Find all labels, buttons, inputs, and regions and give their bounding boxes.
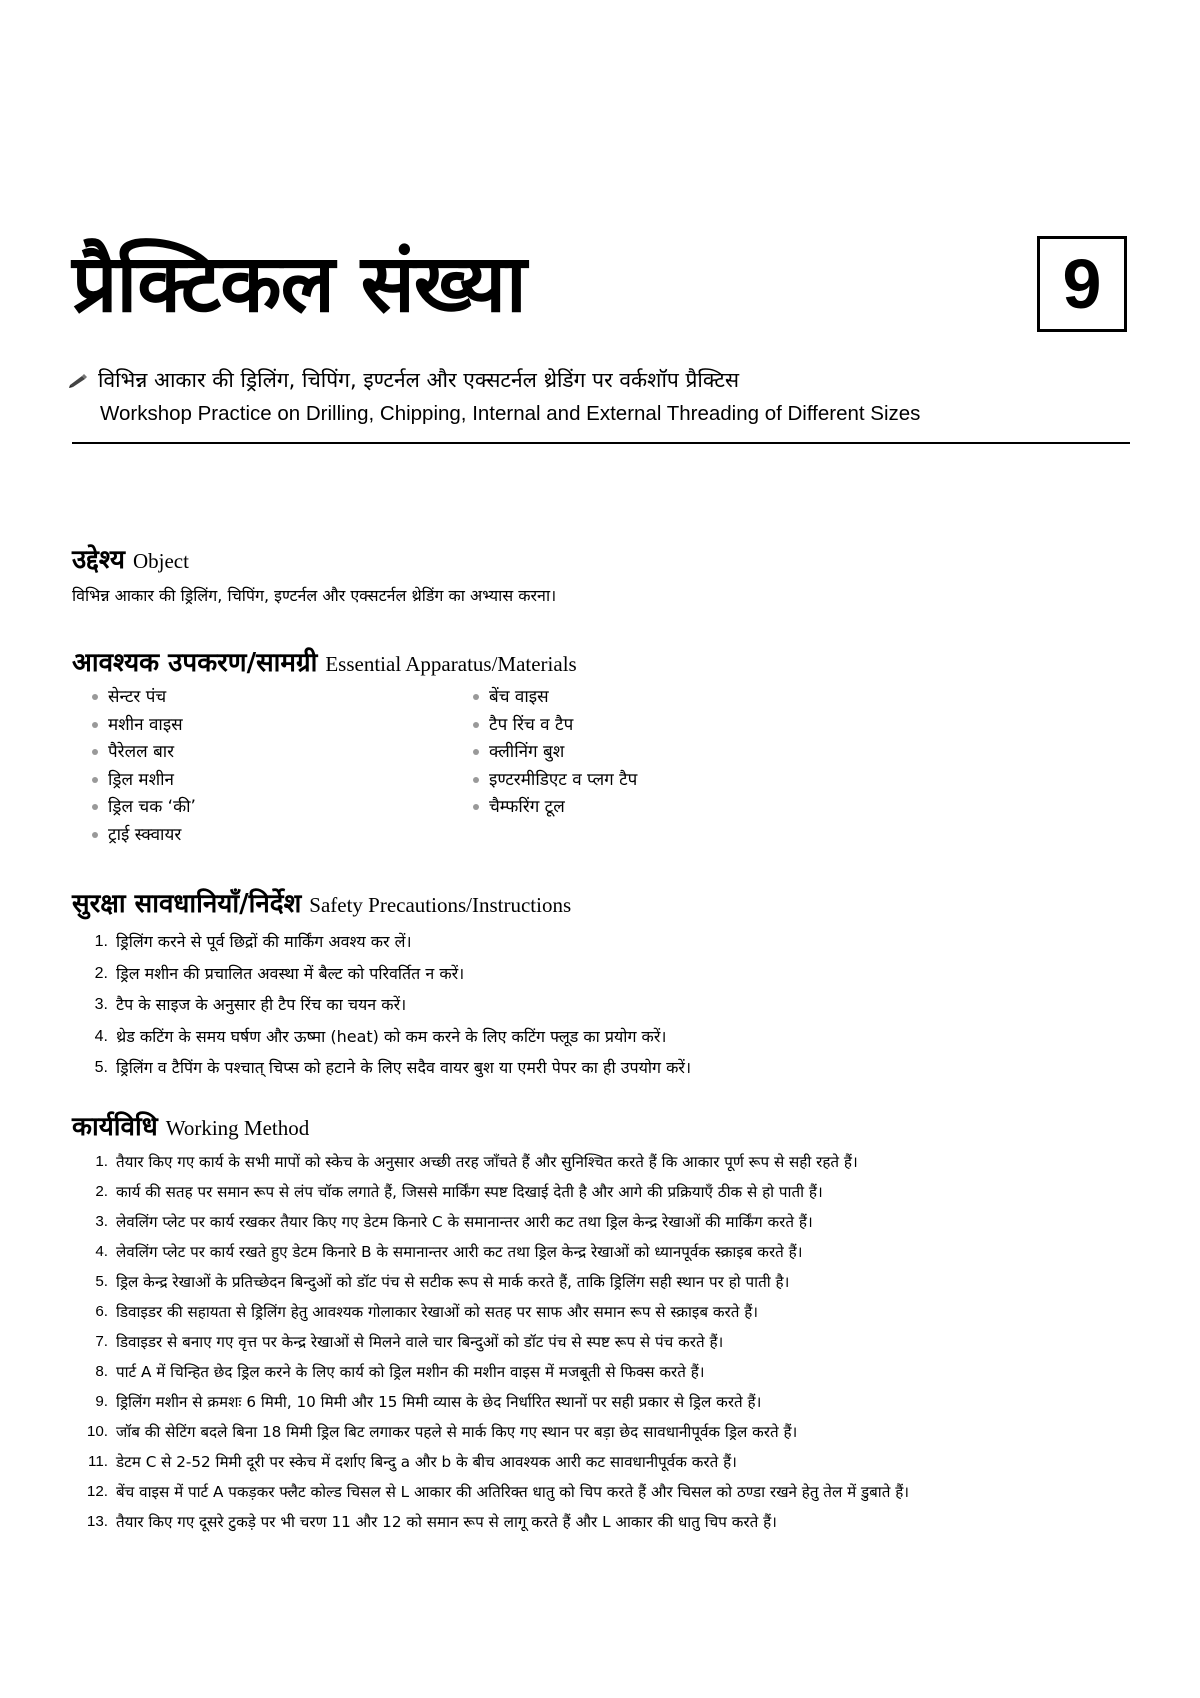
list-item: ड्रिल मशीन (92, 767, 196, 795)
list-item: टैप रिंच व टैप (473, 712, 637, 740)
pencil-icon (68, 372, 90, 388)
list-item: 5. ड्रिलिंग व टैपिंग के पश्चात् चिप्स को हटाने के लिए सदैव वायर बुश या एमरी पेपर का ही उपयोग करें। (94, 1058, 692, 1077)
list-item: 1. तैयार किए गए कार्य के सभी मापों को स्केच के अनुसार अच्छी तरह जाँचते हैं और सुनिश्चित करते हैं कि आकार पूर्ण रूप से सही रहते हैं। (95, 1153, 858, 1171)
list-item: 7. डिवाइडर से बनाए गए वृत्त पर केन्द्र रेखाओं से मिलने वाले चार बिन्दुओं को डॉट पंच से स्पष्ट रूप से पंच करते हैं। (95, 1333, 724, 1351)
list-item: ट्राई स्क्वायर (92, 822, 196, 850)
method-heading (72, 1107, 309, 1143)
list-item: 3. टैप के साइज के अनुसार ही टैप रिंच का चयन करें। (94, 995, 407, 1014)
list-item: इण्टरमीडिएट व प्लग टैप (473, 767, 637, 795)
subtitle-english: Workshop Practice on Drilling, Chipping, Internal and External Threading of Different Sizes (100, 402, 921, 425)
list-item: 2. कार्य की सतह पर समान रूप से लंप चॉक लगाते हैं, जिससे मार्किंग स्पष्ट दिखाई देती है और आगे की प्रक्रियाएँ ठीक से हो पाती हैं। (95, 1183, 823, 1201)
practical-number-badge: 9 (1037, 236, 1127, 332)
apparatus-list-left (92, 684, 196, 850)
list-item: सेन्टर पंच (92, 684, 196, 712)
list-item: पैरेलल बार (92, 739, 196, 767)
bullet-icon (92, 832, 98, 838)
safety-heading (72, 884, 571, 920)
list-item: 4. थ्रेड कटिंग के समय घर्षण और ऊष्मा (heat) को कम करने के लिए कटिंग फ्लूड का प्रयोग करें। (94, 1026, 667, 1046)
safety-heading-english: Safety Precautions/Instructions (309, 893, 572, 917)
list-item: 11. डेटम C से 2-52 मिमी दूरी पर स्केच में दर्शाए बिन्दु a और b के बीच आवश्यक आरी कट सावधानीपूर्वक करते हैं। (88, 1453, 737, 1471)
list-item: 5. ड्रिल केन्द्र रेखाओं के प्रतिच्छेदन बिन्दुओं को डॉट पंच से सटीक रूप से मार्क करते हैं, ताकि ड्रिलिंग सही स्थान पर हो पाती है। (95, 1273, 790, 1291)
list-item: 12. बेंच वाइस में पार्ट A पकड़कर फ्लैट कोल्ड चिसल से L आकार की अतिरिक्त धातु को चिप करते हैं और चिसल को ठण्डा रखने हेतु तेल में डुबाते हैं। (86, 1483, 910, 1501)
object-heading (72, 540, 189, 576)
subtitle-hindi: विभिन्न आकार की ड्रिलिंग, चिपिंग, इण्टर्नल और एक्सटर्नल थ्रेडिंग पर वर्कशॉप प्रैक्टिस (98, 368, 740, 392)
page-title: प्रैक्टिकल संख्या (72, 237, 526, 330)
list-item: बेंच वाइस (473, 684, 637, 712)
bullet-icon (473, 722, 479, 728)
bullet-icon (92, 722, 98, 728)
apparatus-heading-hindi: आवश्यक उपकरण/सामग्री (72, 648, 318, 678)
list-item: 3. लेवलिंग प्लेट पर कार्य रखकर तैयार किए गए डेटम किनारे C के समानान्तर आरी कट तथा ड्रिल केन्द्र रेखाओं की मार्किंग करते हैं। (95, 1213, 813, 1231)
method-heading-english: Working Method (165, 1116, 310, 1140)
bullet-icon (473, 804, 479, 810)
bullet-icon (92, 749, 98, 755)
list-item: ड्रिल चक ‘की’ (92, 794, 196, 822)
safety-heading-hindi: सुरक्षा सावधानियाँ/निर्देश (72, 889, 302, 919)
list-item: 4. लेवलिंग प्लेट पर कार्य रखते हुए डेटम किनारे B के समानान्तर आरी कट तथा ड्रिल केन्द्र रेखाओं को ध्यानपूर्वक स्क्राइब करते हैं। (95, 1243, 803, 1261)
bullet-icon (473, 749, 479, 755)
bullet-icon (92, 694, 98, 700)
subtitle-hindi-row (68, 366, 739, 394)
list-item: 2. ड्रिल मशीन की प्रचालित अवस्था में बैल्ट को परिवर्तित न करें। (94, 963, 465, 983)
object-heading-hindi: उद्देश्य (72, 545, 125, 575)
list-item: 8. पार्ट A में चिन्हित छेद ड्रिल करने के लिए कार्य को ड्रिल मशीन की मशीन वाइस में मजबूती से फिक्स करते हैं। (95, 1363, 705, 1381)
list-item: मशीन वाइस (92, 712, 196, 740)
apparatus-heading (72, 643, 577, 679)
bullet-icon (473, 777, 479, 783)
method-heading-hindi: कार्यविधि (72, 1112, 158, 1142)
list-item: 10. जॉब की सेटिंग बदले बिना 18 मिमी ड्रिल बिट लगाकर पहले से मार्क किए गए स्थान पर बड़ा छेद सावधानीपूर्वक ड्रिल करते हैं। (86, 1423, 798, 1441)
apparatus-list-right (473, 684, 637, 822)
list-item: 9. ड्रिलिंग मशीन से क्रमशः 6 मिमी, 10 मिमी और 15 मिमी व्यास के छेद निर्धारित स्थानों पर सही प्रकार से ड्रिल करते हैं। (95, 1393, 762, 1411)
method-list (70, 1147, 909, 1537)
list-item: 6. डिवाइडर की सहायता से ड्रिलिंग हेतु आवश्यक गोलाकार रेखाओं को सतह पर साफ और समान रूप से स्क्राइब करते हैं। (95, 1303, 759, 1321)
apparatus-heading-english: Essential Apparatus/Materials (325, 652, 577, 676)
list-item: 13. तैयार किए गए दूसरे टुकड़े पर भी चरण 11 और 12 को समान रूप से लागू करते हैं और L आकार की धातु चिप करते हैं। (86, 1513, 777, 1531)
bullet-icon (92, 777, 98, 783)
safety-list (78, 926, 691, 1084)
list-item: चैम्फरिंग टूल (473, 794, 637, 822)
header-divider (72, 442, 1130, 444)
bullet-icon (473, 694, 479, 700)
list-item: 1. ड्रिलिंग करने से पूर्व छिद्रों की मार्किंग अवश्य कर लें। (94, 932, 412, 951)
object-text: विभिन्न आकार की ड्रिलिंग, चिपिंग, इण्टर्नल और एक्सटर्नल थ्रेडिंग का अभ्यास करना। (72, 586, 557, 605)
list-item: क्लीनिंग बुश (473, 739, 637, 767)
object-heading-english: Object (132, 549, 189, 573)
bullet-icon (92, 804, 98, 810)
